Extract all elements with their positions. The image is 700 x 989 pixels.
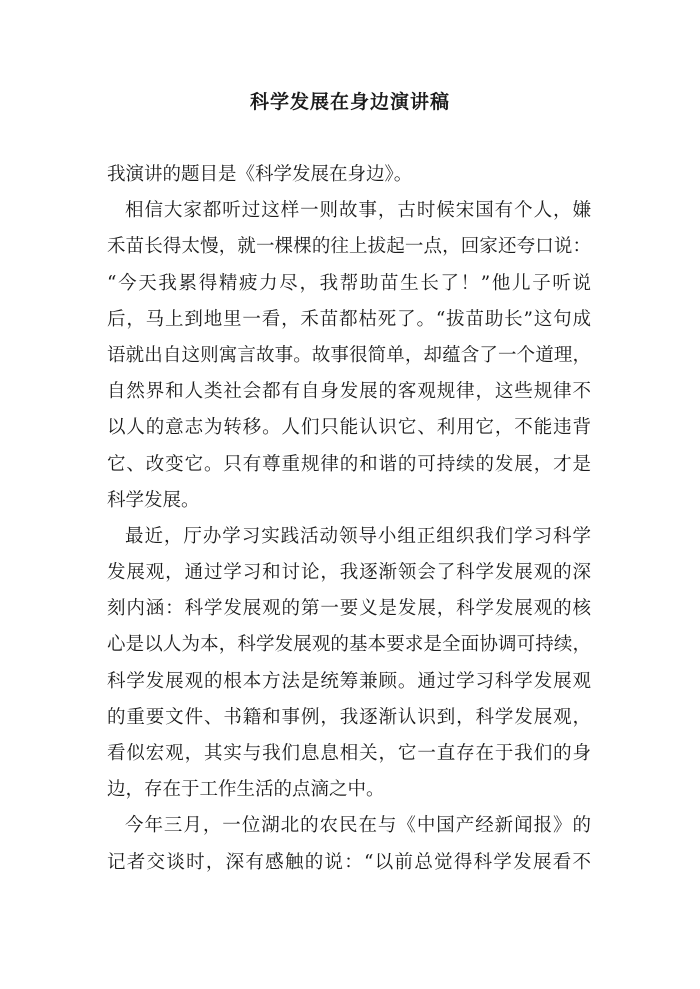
text-line: 它、改变它。只有尊重规律的和谐的可持续的发展，才是 xyxy=(107,453,591,475)
document-title: 科学发展在身边演讲稿 xyxy=(249,91,450,113)
text-line: 记者交谈时，深有感触的说：“以前总觉得科学发展看不 xyxy=(107,851,591,873)
text-line: 我演讲的题目是《科学发展在身边》。 xyxy=(107,164,413,185)
text-line: 心是以人为本，科学发展观的基本要求是全面协调可持续， xyxy=(107,634,591,656)
text-line: 科学发展。 xyxy=(107,489,200,511)
text-line: 科学发展观的根本方法是统筹兼顾。通过学习科学发展观 xyxy=(107,670,591,692)
document-body xyxy=(107,157,591,881)
text-line: 刻内涵：科学发展观的第一要义是发展，科学发展观的核 xyxy=(107,598,591,620)
text-line: “今天我累得精疲力尽，我帮助苗生长了！”他儿子听说 xyxy=(107,272,591,294)
text-line: 今年三月，一位湖北的农民在与《中国产经新闻报》的 xyxy=(125,815,591,837)
text-line: 自然界和人类社会都有自身发展的客观规律，这些规律不 xyxy=(107,381,591,403)
text-line: 禾苗长得太慢，就一棵棵的往上拔起一点，回家还夸口说： xyxy=(107,236,591,258)
text-line: 最近，厅办学习实践活动领导小组正组织我们学习科学 xyxy=(125,525,591,547)
text-line: 发展观，通过学习和讨论，我逐渐领会了科学发展观的深 xyxy=(107,562,591,584)
text-line: 的重要文件、书籍和事例，我逐渐认识到，科学发展观， xyxy=(107,706,591,728)
text-line: 看似宏观，其实与我们息息相关，它一直存在于我们的身 xyxy=(107,743,591,764)
text-line: 语就出自这则寓言故事。故事很简单，却蕴含了一个道理， xyxy=(107,344,591,366)
text-line: 后，马上到地里一看，禾苗都枯死了。“拔苗助长”这句成 xyxy=(107,308,591,330)
text-line: 以人的意志为转移。人们只能认识它、利用它，不能违背 xyxy=(107,417,591,439)
text-line: 相信大家都听过这样一则故事，古时候宋国有个人，嫌 xyxy=(125,200,591,222)
text-line: 边，存在于工作生活的点滴之中。 xyxy=(107,779,385,801)
